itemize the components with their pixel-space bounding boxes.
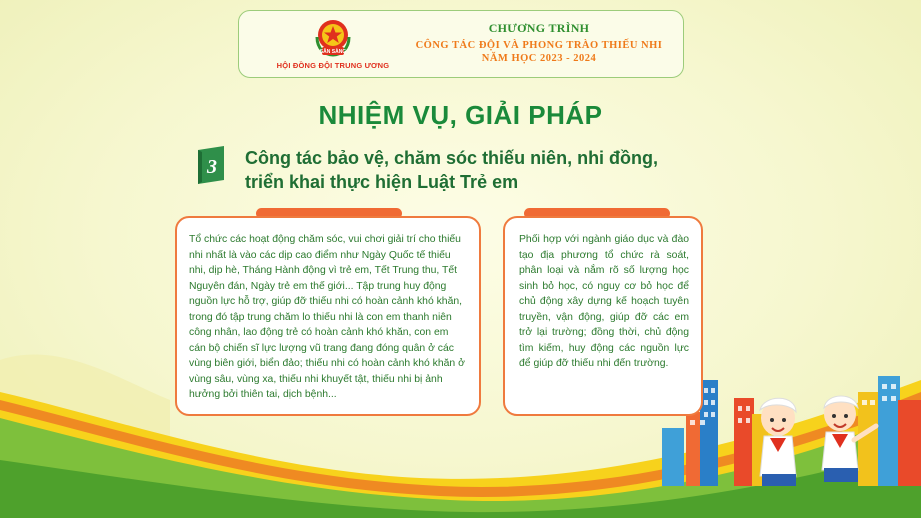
right-content-card xyxy=(503,216,703,416)
section-number-badge xyxy=(196,146,226,184)
left-card-text: Tổ chức các hoạt động chăm sóc, vui chơi giải trí cho thiếu nhi nhất là vào các dịp cao điểm như Ngày Quốc tế thiếu nhi, dịp hè, Tháng Hành động vì trẻ em, Tết Trung thu, Tết Nguyên đán, Ngày trẻ em thế giới... Tập trung huy động nguồn lực hỗ trợ, giúp đỡ thiếu nhi có hoàn cảnh khó khăn, trong đó tập trung chăm lo thiếu nhi là con em thanh niên công nhân, lao động trẻ có hoàn cảnh khó khăn, con em cán bộ chiến sĩ lực lượng vũ trang đang đóng quân ở các vùng biên giới, biển đảo; thiếu nhi có hoàn cảnh khó khăn ở vùng sâu, vùng xa, thiếu nhi khuyết tật, thiếu nhi bị ảnh hưởng bởi thiên tai, dịch bệnh... xyxy=(189,234,465,400)
program-title xyxy=(399,21,679,64)
section-number: 3 xyxy=(207,156,217,178)
section-subtitle xyxy=(245,146,715,194)
emblem-icon xyxy=(313,17,353,59)
program-header xyxy=(238,10,684,78)
organization-logo xyxy=(271,17,395,73)
right-card-text: Phối hợp với ngành giáo dục và đào tạo địa phương tổ chức rà soát, phân loại và nắm rõ số lượng học sinh bỏ học, có nguy cơ bỏ học để chủ động xây dựng kế hoạch tuyên truyền, vận động, giúp đỡ các em trở lại trường; đồng thời, chủ động tìm kiếm, huy động các nguồn lực để giúp đỡ thiếu nhi đến trường. xyxy=(519,234,689,369)
program-line-1: CHƯƠNG TRÌNH xyxy=(488,21,590,35)
left-content-card xyxy=(175,216,481,416)
program-line-3: NĂM HỌC 2023 - 2024 xyxy=(481,53,597,64)
program-line-2: CÔNG TÁC ĐỘI VÀ PHONG TRÀO THIẾU NHI xyxy=(415,40,663,51)
logo-text: SẴN SÀNG xyxy=(319,49,347,55)
organization-name: HỘI ĐỒNG ĐỘI TRUNG ƯƠNG xyxy=(276,61,390,70)
subtitle-line-2: triển khai thực hiện Luật Trẻ em xyxy=(245,172,519,192)
page-title: NHIỆM VỤ, GIẢI PHÁP xyxy=(318,100,603,130)
subtitle-line-1: Công tác bảo vệ, chăm sóc thiếu niên, nhi đồng, xyxy=(245,148,659,168)
